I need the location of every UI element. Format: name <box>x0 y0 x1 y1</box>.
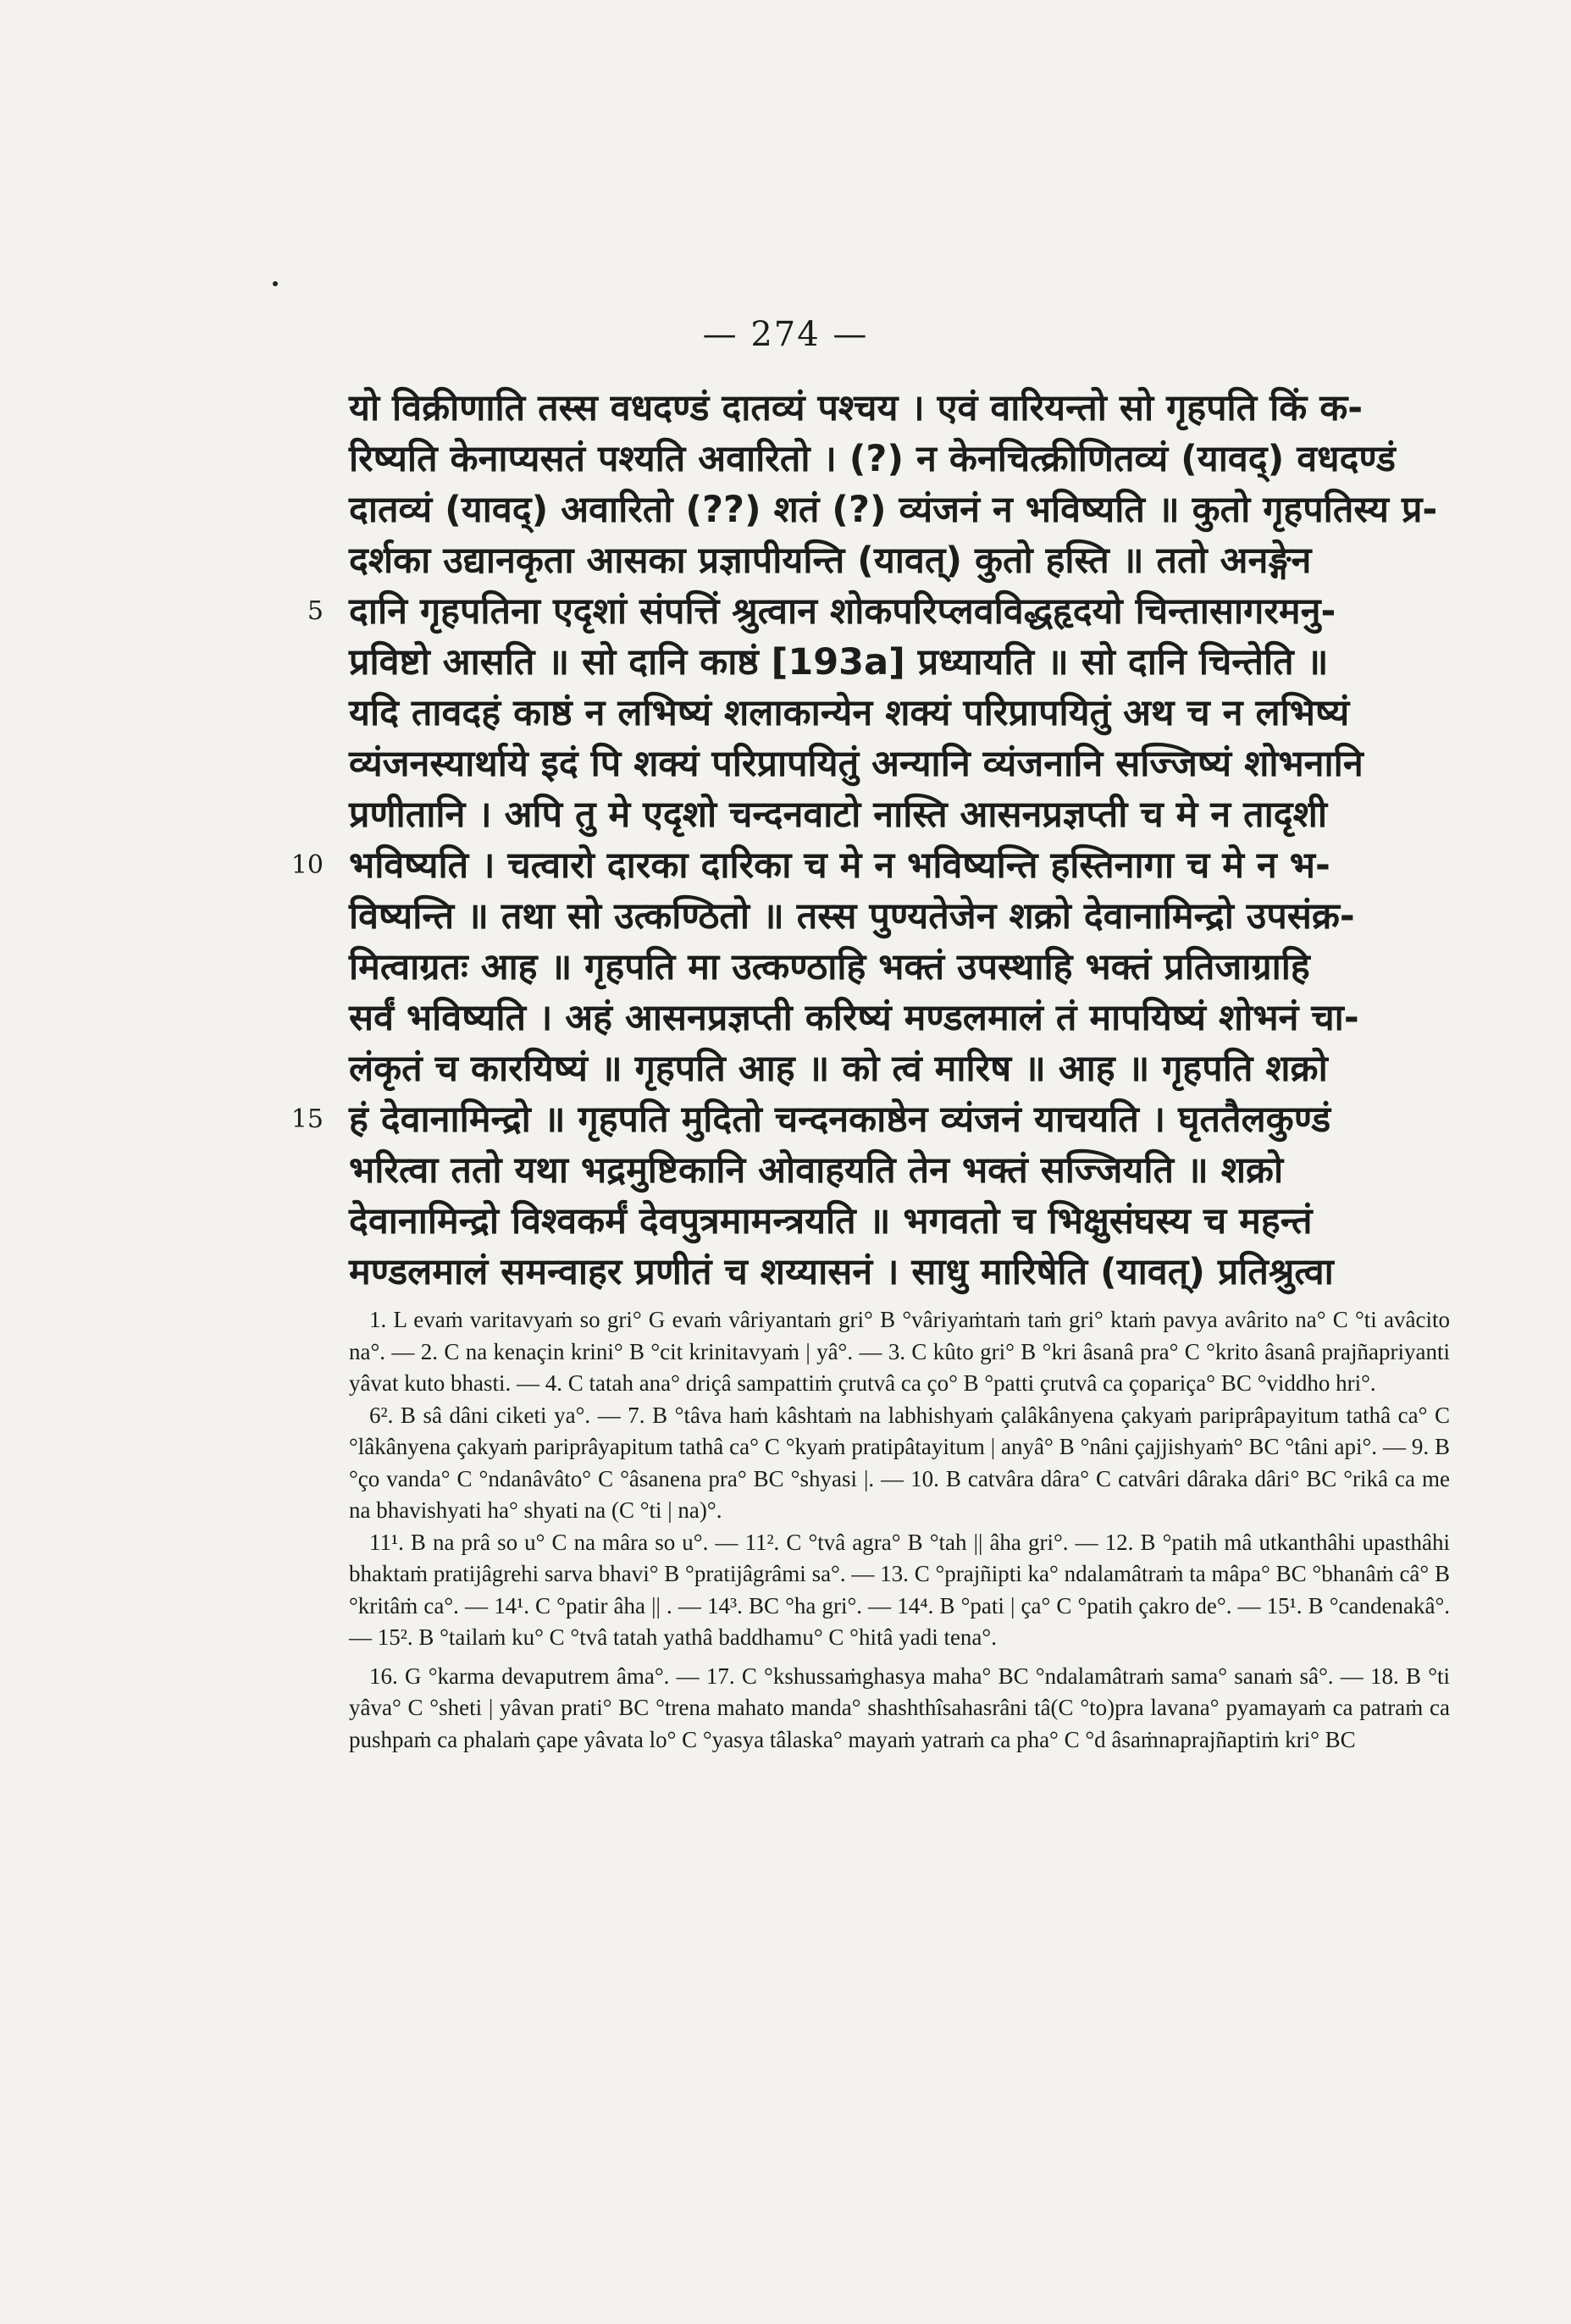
line-text: हं देवानामिन्द्रो ॥ गृहपति मुदितो चन्दनकाष्ठेन व्यंजनं याचयति । घृततैलकुण्डं <box>349 1098 1331 1141</box>
text-line <box>307 586 1450 637</box>
line-text: सर्वं भविष्यति । अहं आसनप्रज्ञप्ती करिष्यं मण्डलमालं तं मापयिष्यं शोभनं चा- <box>349 997 1359 1039</box>
text-line <box>349 1196 1450 1247</box>
main-text <box>290 383 1450 1298</box>
line-text: मित्वाग्रतः आह ॥ गृहपति मा उत्कण्ठाहि भक्तं उपस्थाहि भक्तं प्रतिजाग्राहि <box>349 946 1310 988</box>
text-line <box>349 434 1450 484</box>
line-text: दातव्यं (यावद्) अवारितो (??) शतं (?) व्यंजनं न भविष्यति ॥ कुतो गृहपतिस्य प्र- <box>349 489 1438 531</box>
line-text: देवानामिन्द्रो विश्वकर्मं देवपुत्रमामन्त्रयति ॥ भगवतो च भिक्षुसंघस्य च महन्तं <box>349 1200 1313 1242</box>
line-number: 5 <box>307 596 324 626</box>
text-line <box>349 993 1450 1043</box>
text-line <box>349 1043 1450 1094</box>
line-text: व्यंजनस्यार्थाये इदं पि शक्यं परिप्रापयितुं अन्यानि व्यंजनानि सज्जिष्यं शोभनानि <box>349 743 1364 785</box>
line-text: प्रणीतानि । अपि तु मे एदृशो चन्दनवाटो नास्ति आसनप्रज्ञप्ती च मे न तादृशी <box>349 794 1327 836</box>
text-line <box>290 1094 1450 1145</box>
footnote: 16. G °karma devaputrem âma°. — 17. C °kshussaṁghasya maha° BC °ndalamâtraṁ sama° sanaṁ sâ°. — 18. B °ti yâva° C °sheti | yâvan prati° BC °trena mahato manda° shashthîsahasrâni tâ(C °to)pra lavana° pyamayaṁ ca patraṁ ca pushpaṁ ca phalaṁ çape yâvata lo° C °yasya tâlaska° mayaṁ yatraṁ ca pha° C °d âsaṁnaprajñaptiṁ kri° BC <box>349 1663 1450 1752</box>
line-text: मण्डलमालं समन्वाहर प्रणीतं च शय्यासनं । साधु मारिषेति (यावत्) प्रतिश्रुत्वा <box>349 1251 1334 1293</box>
text-line <box>349 789 1450 840</box>
line-text: विष्यन्ति ॥ तथा सो उत्कण्ठितो ॥ तस्स पुण्यतेजेन शक्रो देवानामिन्द्रो उपसंक्र- <box>349 895 1355 938</box>
footnote: 1. L evaṁ varitavyaṁ so gri° G evaṁ vâriyantaṁ gri° B °vâriyaṁtaṁ taṁ gri° ktaṁ pavya avârito na° C °ti avâcito na°. — 2. C na kenaçin krini° B °cit krinitavyaṁ | yâ°. — 3. C kûto gri° B °kri âsanâ pra° C °krito âsanâ prajñapriyanti yâvat kuto bhasti. — 4. C tatah ana° driçâ sampattiṁ çrutvâ ca ço° B °patti çrutvâ ca çopariça° BC °viddho hri°. <box>349 1307 1450 1396</box>
line-text: प्रविष्टो आसति ॥ सो दानि काष्ठं [193a] प्रध्यायति ॥ सो दानि चिन्तेति ॥ <box>349 641 1329 683</box>
footnote: 6². B sâ dâni ciketi ya°. — 7. B °tâva haṁ kâshtaṁ na labhishyaṁ çalâkânyena çakyaṁ pariprâpayitum tathâ ca° C °lâkânyena çakyaṁ pariprâyapitum tathâ ca° C °kyaṁ pratipâtayitum | anyâ° B °nâni çajjishyaṁ° BC °tâni api°. — 9. B °ço vanda° C °ndanâvâto° C °âsanena pra° BC °shyasi |. — 10. B catvâra dâra° C catvâri dâraka dâri° BC °rikâ ca me na bhavishyati ha° shyati na (C °ti | na)°. <box>349 1402 1450 1523</box>
line-text: लंकृतं च कारयिष्यं ॥ गृहपति आह ॥ को त्वं मारिष ॥ आह ॥ गृहपति शक्रो <box>349 1048 1328 1090</box>
text-line <box>349 739 1450 789</box>
text-line <box>349 637 1450 688</box>
text-line <box>349 383 1450 434</box>
line-text: यदि तावदहं काष्ठं न लभिष्यं शलाकान्येन शक्यं परिप्रापयितुं अथ च न लभिष्यं <box>349 692 1350 734</box>
text-line <box>349 1145 1450 1196</box>
line-text: दर्शका उद्यानकृता आसका प्रज्ञापीयन्ति (यावत्) कुतो हस्ति ॥ ततो अनङ्गेन <box>349 540 1312 582</box>
text-line <box>349 484 1450 535</box>
text-line <box>349 891 1450 942</box>
line-text: रिष्यति केनाप्यसतं पश्यति अवारितो । (?) न केनचित्क्रीणितव्यं (यावद्) वधदण्डं <box>349 438 1396 480</box>
line-number: 15 <box>290 1104 324 1134</box>
page-number: — 274 — <box>702 315 869 354</box>
text-line <box>349 1247 1450 1298</box>
footnote: 11¹. B na prâ so u° C na mâra so u°. — 11². C °tvâ agra° B °tah || âha gri°. — 12. B °patih mâ utkanthâhi upasthâhi bhaktaṁ pratijâgrehi sarva bhavi° B °pratijâgrâmi sa°. — 13. C °prajñipti ka° ndalamâtraṁ ta mâpa° BC °bhanâṁ câ° B °kritâṁ ca°. — 14¹. C °patir âha || . — 14³. BC °ha gri°. — 14⁴. B °pati | ça° C °patih çakro de°. — 15¹. B °candenakâ°. — 15². B °tailaṁ ku° C °tvâ tatah yathâ baddhamu° C °hitâ yadi tena°. <box>349 1529 1450 1650</box>
text-line <box>349 942 1450 993</box>
text-line <box>349 688 1450 739</box>
line-number: 10 <box>290 850 324 880</box>
line-text: दानि गृहपतिना एदृशां संपत्तिं श्रुत्वान शोकपरिप्लवविद्धहृदयो चिन्तासागरमनु- <box>349 590 1336 633</box>
line-text: भविष्यति । चत्वारो दारका दारिका च मे न भविष्यन्ति हस्तिनागा च मे न भ- <box>349 844 1330 887</box>
text-line <box>290 840 1450 891</box>
footnotes <box>349 1304 1450 1756</box>
line-text: यो विक्रीणाति तस्स वधदण्डं दातव्यं पश्चय । एवं वारियन्तो सो गृहपति किं क- <box>349 387 1364 429</box>
ink-speck <box>273 281 278 286</box>
text-line <box>349 535 1450 586</box>
line-text: भरित्वा ततो यथा भद्रमुष्टिकानि ओवाहयति तेन भक्तं सज्जियति ॥ शक्रो <box>349 1149 1284 1192</box>
